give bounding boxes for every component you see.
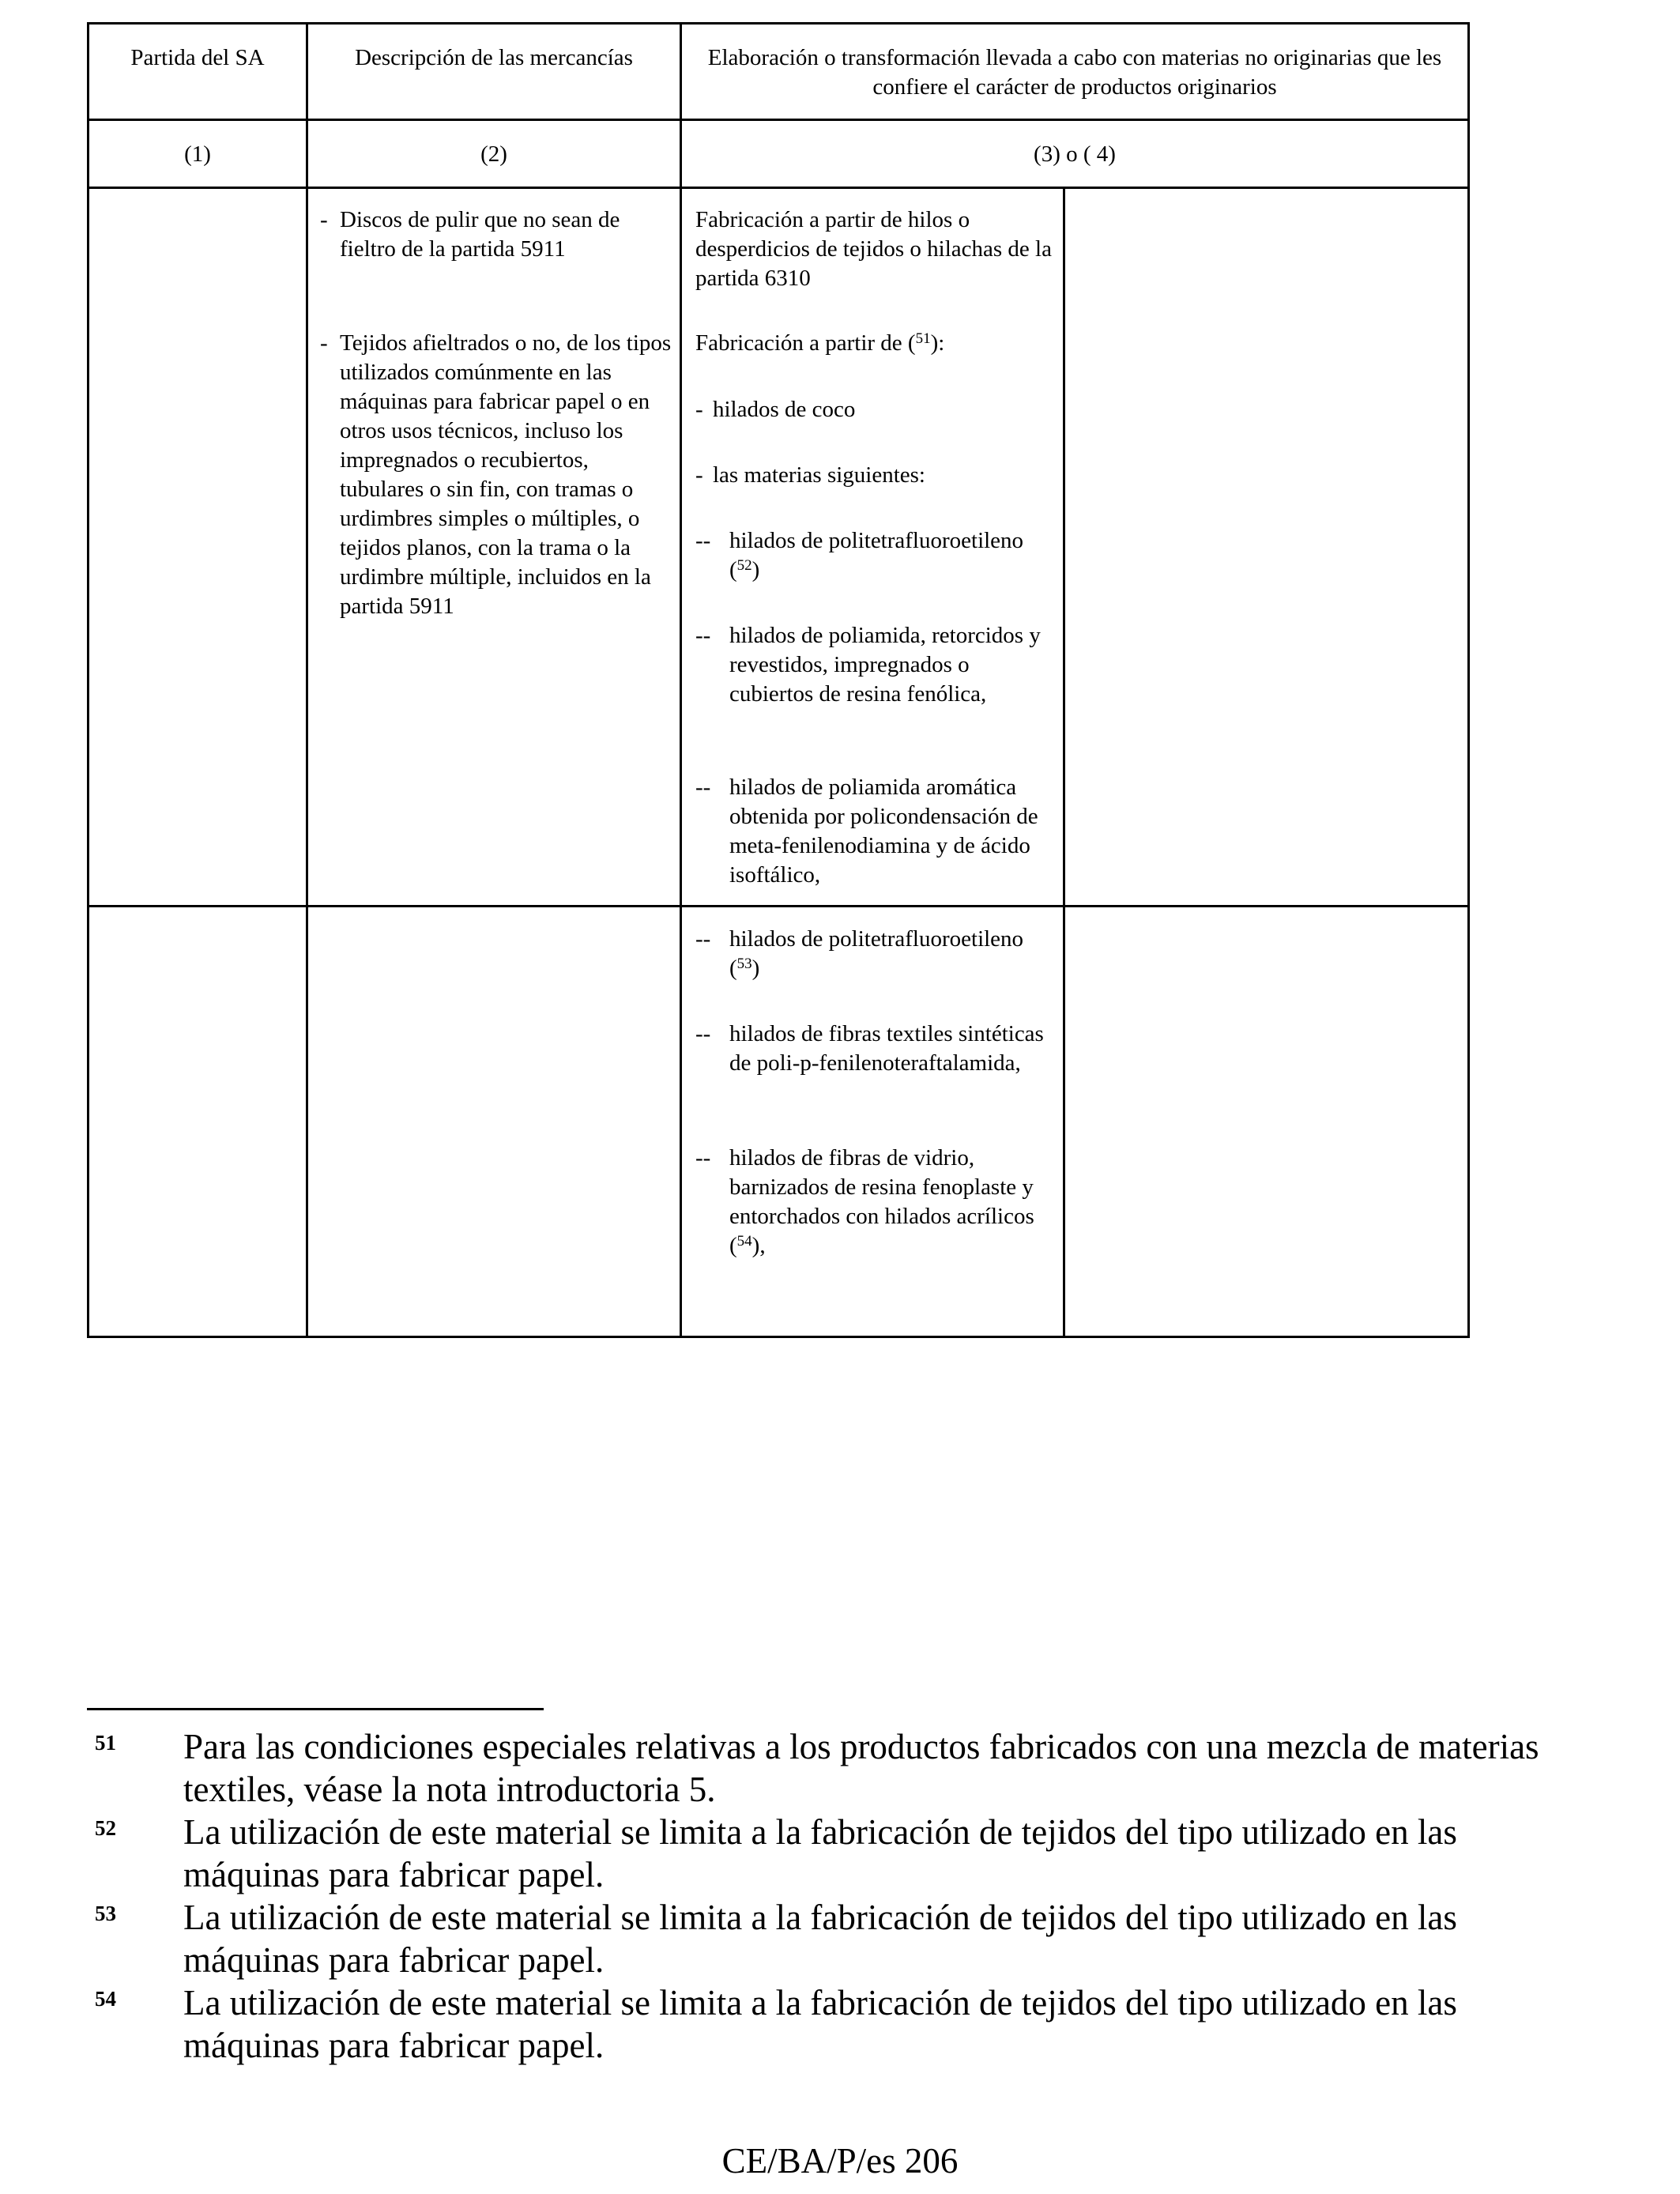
process-text: hilados de politetrafluoroetileno ( bbox=[729, 528, 1024, 582]
process-text: hilados de coco bbox=[713, 397, 856, 422]
table-border-left bbox=[87, 22, 89, 1338]
double-dash-marker: -- bbox=[695, 1145, 711, 1171]
column-number-3-4: (3) o ( 4) bbox=[1034, 141, 1116, 167]
footnote-ref[interactable]: 51 bbox=[915, 330, 931, 347]
process-item bbox=[695, 526, 1055, 585]
table-border-right bbox=[1467, 22, 1470, 1338]
double-dash-marker: -- bbox=[695, 1021, 711, 1046]
row-divider bbox=[87, 905, 1470, 907]
process-text: Fabricación a partir de ( bbox=[695, 330, 916, 356]
column-divider-1 bbox=[306, 22, 308, 1338]
footnote-text: La utilización de este material se limita a la fabricación de tejidos del tipo utilizado en las máquinas para fabricar papel. bbox=[183, 1983, 1457, 2065]
footnote-number: 52 bbox=[95, 1816, 116, 1840]
column-divider-2 bbox=[680, 22, 682, 1338]
double-dash-marker: -- bbox=[695, 623, 711, 648]
footnote-text: La utilización de este material se limita a la fabricación de tejidos del tipo utilizado en las máquinas para fabricar papel. bbox=[183, 1898, 1457, 1980]
footnote-ref[interactable]: 52 bbox=[736, 557, 752, 574]
column-divider-3 bbox=[1063, 187, 1065, 1338]
process-item bbox=[695, 621, 1055, 709]
column-number-1: (1) bbox=[184, 141, 211, 167]
process-text: hilados de politetrafluoroetileno ( bbox=[729, 926, 1024, 981]
header-descripcion: Descripción de las mercancías bbox=[355, 45, 633, 70]
process-item bbox=[695, 925, 1055, 983]
process-item bbox=[695, 773, 1055, 890]
process-text: Fabricación a partir de hilos o desperdicios de tejidos o hilachas de la partida 6310 bbox=[695, 207, 1052, 291]
column-number-2: (2) bbox=[480, 141, 507, 167]
process-text: hilados de poliamida, retorcidos y revestidos, impregnados o cubiertos de resina fenólica, bbox=[729, 623, 1041, 707]
process-text: hilados de fibras textiles sintéticas de poli-p-fenilenoteraftalamida, bbox=[729, 1021, 1044, 1076]
dash-marker: - bbox=[695, 397, 703, 422]
process-item bbox=[695, 1020, 1055, 1078]
page-number: CE/BA/P/es 206 bbox=[721, 2141, 959, 2181]
footnote-ref[interactable]: 54 bbox=[736, 1233, 752, 1250]
process-item bbox=[695, 329, 1055, 358]
process-text: las materias siguientes: bbox=[713, 462, 925, 488]
description-item bbox=[320, 329, 672, 621]
process-item bbox=[695, 1144, 1055, 1261]
dash-marker: - bbox=[320, 207, 328, 232]
process-text: hilados de poliamida aromática obtenida por policondensación de meta-fenilenodiamina y de ácido isoftálico, bbox=[729, 775, 1038, 888]
double-dash-marker: -- bbox=[695, 528, 711, 553]
header-elaboracion: Elaboración o transformación llevada a cabo con materias no originarias que les confiere el carácter de productos originarios bbox=[707, 45, 1442, 100]
footnote-number: 53 bbox=[95, 1902, 116, 1925]
double-dash-marker: -- bbox=[695, 775, 711, 800]
description-text: Discos de pulir que no sean de fieltro de la partida 5911 bbox=[340, 207, 620, 262]
header-partida: Partida del SA bbox=[130, 45, 265, 70]
dash-marker: - bbox=[695, 462, 703, 488]
description-text: Tejidos afieltrados o no, de los tipos utilizados comúnmente en las máquinas para fabricar papel o en otros usos técnicos, incluso los impregnados o recubiertos, tubulares o sin fin, con tramas o urdimbres simples o múltiples, o tejidos planos, con la trama o la urdimbre múltiple, incluidos en la partida 5911 bbox=[340, 330, 672, 619]
footnote-ref[interactable]: 53 bbox=[736, 956, 752, 972]
table-border-bottom bbox=[87, 1336, 1470, 1338]
process-item bbox=[695, 461, 1055, 490]
double-dash-marker: -- bbox=[695, 926, 711, 952]
numbers-divider bbox=[87, 187, 1470, 189]
table-border-top bbox=[87, 22, 1470, 25]
process-text-end: ), bbox=[751, 1233, 766, 1258]
dash-marker: - bbox=[320, 330, 328, 356]
process-text-end: ) bbox=[751, 956, 760, 981]
process-text-end: ) bbox=[751, 557, 760, 582]
description-item bbox=[320, 205, 672, 264]
header-divider bbox=[87, 119, 1470, 121]
footnote-text: La utilización de este material se limita a la fabricación de tejidos del tipo utilizado en las máquinas para fabricar papel. bbox=[183, 1812, 1457, 1894]
process-text-end: ): bbox=[930, 330, 945, 356]
footnote-number: 51 bbox=[95, 1731, 116, 1755]
footnote-number: 54 bbox=[95, 1987, 116, 2011]
footnote-separator bbox=[87, 1708, 544, 1710]
process-text: hilados de fibras de vidrio, barnizados de resina fenoplaste y entorchados con hilados acrílicos ( bbox=[729, 1145, 1034, 1258]
process-item bbox=[695, 205, 1055, 293]
footnote-text: Para las condiciones especiales relativas a los productos fabricados con una mezcla de materias textiles, véase la nota introductoria 5. bbox=[183, 1727, 1539, 1809]
process-item bbox=[695, 395, 1055, 424]
